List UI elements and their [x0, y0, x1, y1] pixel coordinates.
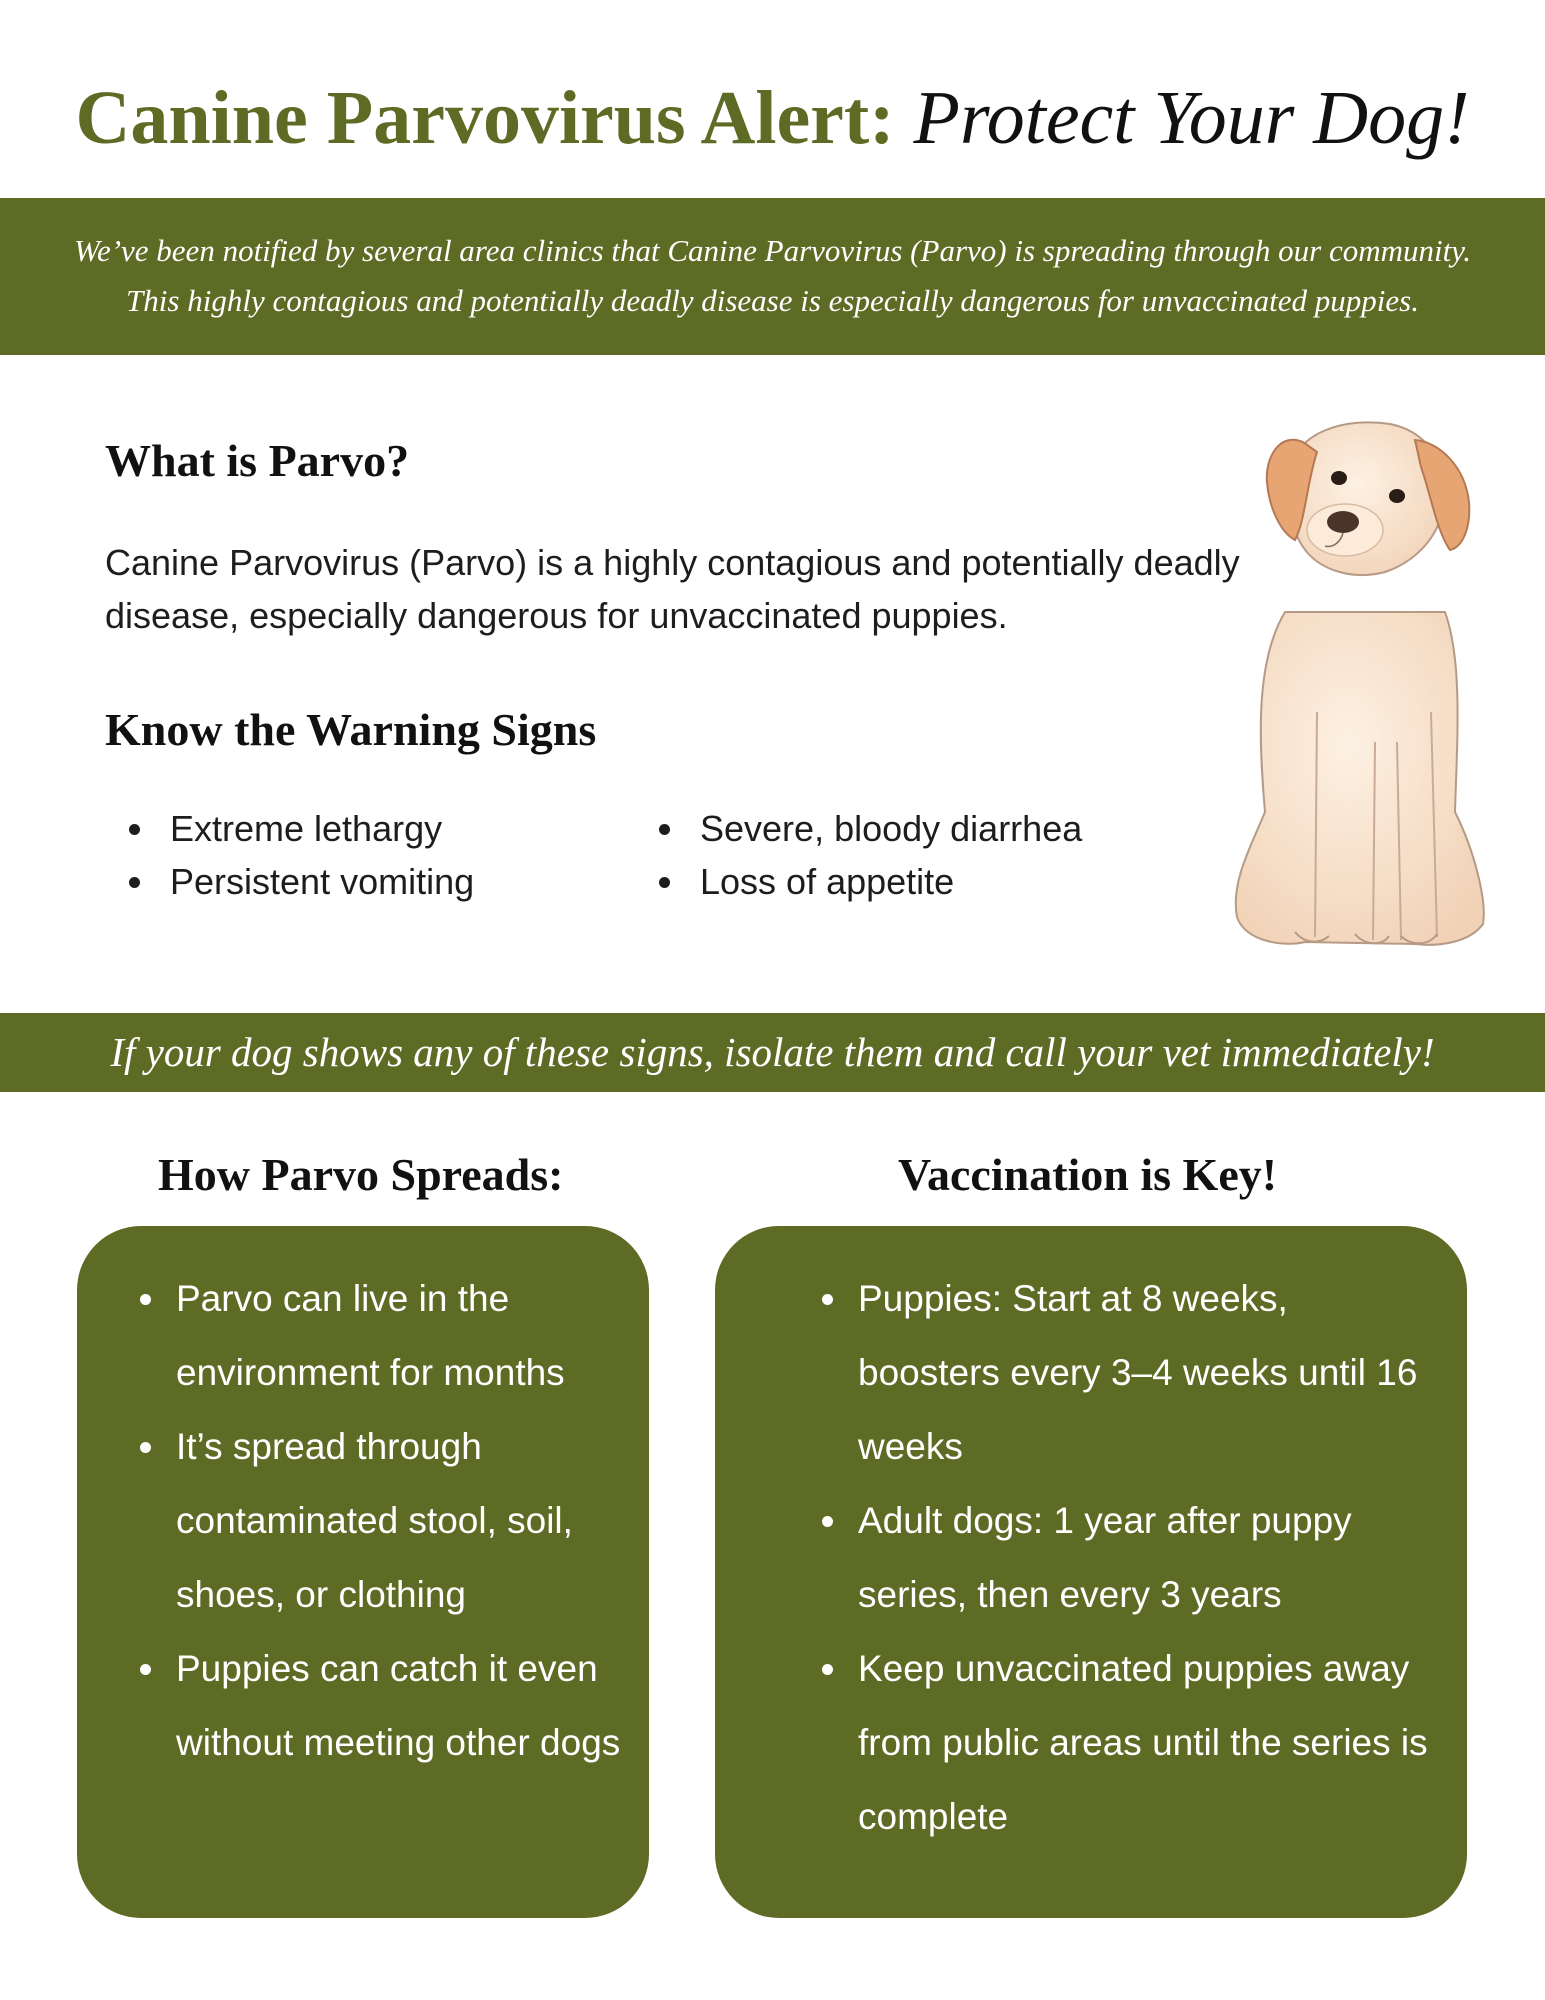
spreads-item: Parvo can live in the environment for months [176, 1262, 626, 1410]
spreads-list [176, 1262, 626, 1780]
vaccination-heading: Vaccination is Key! [898, 1149, 1278, 1200]
what-is-body-text: Canine Parvovirus (Parvo) is a highly contagious and potentially deadly disease, especially dangerous for unvaccinated puppies. [105, 542, 1240, 636]
vaccination-item: Keep unvaccinated puppies away from public areas until the series is complete [858, 1632, 1438, 1854]
vaccination-item: Adult dogs: 1 year after puppy series, then every 3 years [858, 1484, 1438, 1632]
what-is-heading: What is Parvo? [105, 435, 410, 486]
page-title [0, 76, 1545, 160]
callout-banner [0, 1013, 1545, 1092]
warning-signs-left [106, 802, 474, 908]
warning-sign-item: Persistent vomiting [106, 855, 474, 908]
warning-sign-item: Extreme lethargy [106, 802, 474, 855]
spreads-item: Puppies can catch it even without meeting other dogs [176, 1632, 626, 1780]
warning-signs-right [636, 802, 1082, 908]
title-main: Canine Parvovirus Alert: [75, 76, 895, 160]
warning-sign-item: Loss of appetite [636, 855, 1082, 908]
what-is-body [105, 536, 1245, 642]
callout-text: If your dog shows any of these signs, isolate them and call your vet immediately! [110, 1029, 1435, 1075]
notice-banner [0, 198, 1545, 355]
spreads-item: It’s spread through contaminated stool, soil, shoes, or clothing [176, 1410, 626, 1632]
spreads-card [77, 1226, 649, 1918]
notice-line-2: This highly contagious and potentially deadly disease is especially dangerous for unvaccinated puppies. [126, 283, 1419, 318]
spreads-heading: How Parvo Spreads: [158, 1149, 564, 1200]
warning-sign-item: Severe, bloody diarrhea [636, 802, 1082, 855]
title-sub: Protect Your Dog! [913, 76, 1470, 160]
warning-heading: Know the Warning Signs [105, 704, 597, 755]
vaccination-list [858, 1262, 1438, 1854]
notice-line-1: We’ve been notified by several area clinics that Canine Parvovirus (Parvo) is spreading through our community. [73, 233, 1472, 268]
vaccination-card [715, 1226, 1467, 1918]
vaccination-item: Puppies: Start at 8 weeks, boosters every 3–4 weeks until 16 weeks [858, 1262, 1438, 1484]
dog-illustration-icon [1225, 412, 1495, 952]
